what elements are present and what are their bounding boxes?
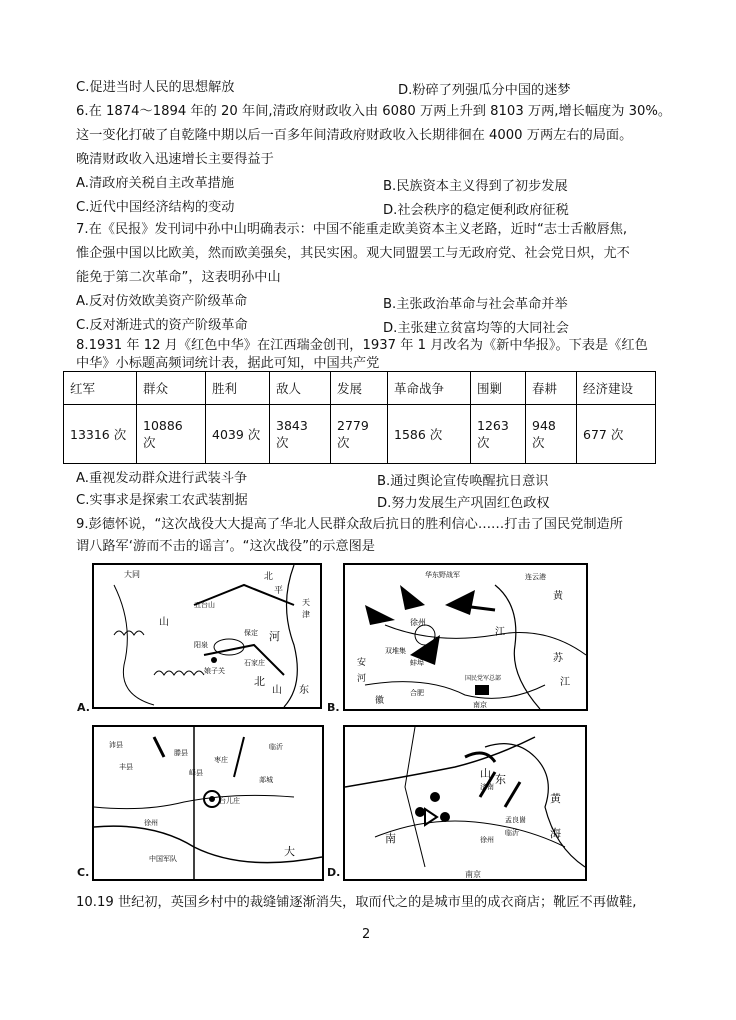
table-header-cell: 胜利 <box>206 372 270 405</box>
map-a-place: 北 <box>254 675 265 688</box>
map-a-place: 平 <box>274 586 284 596</box>
map-b-place: 江 <box>495 627 505 638</box>
table-cell: 2779 次 <box>331 405 388 464</box>
map-a-place: 天 <box>302 598 310 607</box>
map-a-place: 河 <box>269 630 280 643</box>
map-b-place: 连云港 <box>525 573 546 581</box>
map-a-place: 山 <box>159 617 169 628</box>
map-b-place: 江 <box>560 677 570 688</box>
q6-stem-line-3: 晚清财政收入迅速增长主要得益于 <box>76 152 274 167</box>
table-header-cell: 春耕 <box>526 372 577 405</box>
map-c <box>92 725 324 881</box>
map-c-place: 徐州 <box>144 819 158 827</box>
map-d <box>343 725 587 881</box>
map-a-place: 五台山 <box>194 601 215 609</box>
map-a-drawing <box>94 565 320 707</box>
map-c-place: 丰县 <box>119 763 133 771</box>
q6-option-c: C.近代中国经济结构的变动 <box>76 200 235 215</box>
table-cell: 3843 次 <box>270 405 331 464</box>
table-row <box>64 405 656 464</box>
q8-stem-line-1: 8.1931 年 12 月《红色中华》在江西瑞金创刊，1937 年 1 月改名为《新中华报》。下表是《红色 <box>76 338 648 353</box>
q8-option-b: B.通过舆论宣传唤醒抗日意识 <box>377 474 549 489</box>
map-c-place: 大 <box>284 845 295 858</box>
map-b-place: 徐州 <box>410 618 426 627</box>
map-b-place: 合肥 <box>410 689 424 697</box>
q9-stem-line-1: 9.彭德怀说，“这次战役大大提高了华北人民群众敌后抗日的胜利信心……打击了国民党制造所 <box>76 517 623 532</box>
map-c-label: C. <box>77 866 90 879</box>
map-a-label: A. <box>77 701 90 714</box>
table-cell: 10886 次 <box>137 405 206 464</box>
table-header-cell: 群众 <box>137 372 206 405</box>
map-c-place: 郯城 <box>259 776 273 784</box>
map-d-place: 临沂 <box>505 829 519 837</box>
map-b-place: 徽 <box>375 696 385 706</box>
map-b-place: 蚌埠 <box>410 659 424 667</box>
map-a-place: 石家庄 <box>244 659 265 667</box>
q6-stem-line-1: 6.在 1874～1894 年的 20 年间,清政府财政收入由 6080 万两上升到 8103 万两,增长幅度为 30%。 <box>76 104 672 119</box>
q6-option-b: B.民族资本主义得到了初步发展 <box>383 179 568 194</box>
map-b-place: 安 <box>357 658 367 668</box>
map-b-place: 南京 <box>473 701 487 709</box>
q6-option-a: A.清政府关税自主改革措施 <box>76 176 235 191</box>
map-c-place: 中国军队 <box>149 855 177 863</box>
table-header-cell: 经济建设 <box>577 372 656 405</box>
table-cell: 13316 次 <box>64 405 137 464</box>
map-d-place: 孟良崮 <box>505 816 526 824</box>
map-d-place: 徐州 <box>480 836 494 844</box>
map-a-place: 保定 <box>244 629 258 637</box>
q7-option-c: C.反对渐进式的资产阶级革命 <box>76 318 248 333</box>
map-b-label: B. <box>327 701 340 714</box>
map-a-place: 东 <box>299 685 309 696</box>
map-a-place: 阳泉 <box>194 641 208 649</box>
page-number: 2 <box>362 927 371 942</box>
map-c-place: 滕县 <box>174 749 188 757</box>
map-d-label: D. <box>327 866 341 879</box>
q8-option-d: D.努力发展生产巩固红色政权 <box>377 496 550 511</box>
q7-stem-line-1: 7.在《民报》发刊词中孙中山明确表示：中国不能重走欧美资本主义老路，近时“志士舌敝唇焦, <box>76 222 628 237</box>
map-c-place: 沛县 <box>109 741 123 749</box>
map-a-place: 娘子关 <box>204 667 225 675</box>
map-c-place: 台儿庄 <box>219 797 240 805</box>
word-frequency-table <box>63 371 656 464</box>
table-header-cell: 敌人 <box>270 372 331 405</box>
q8-stem-line-2: 中华》小标题高频词统计表，据此可知，中国共产党 <box>76 356 380 371</box>
map-b-place: 华东野战军 <box>425 571 460 579</box>
q7-option-b: B.主张政治革命与社会革命并举 <box>383 297 568 312</box>
map-b-place: 国民党军总部 <box>465 675 502 682</box>
map-a-place: 大同 <box>124 570 140 579</box>
table-cell: 1263 次 <box>471 405 526 464</box>
q7-stem-line-3: 能免于第二次革命”，这表明孙中山 <box>76 270 281 285</box>
map-c-place: 临沂 <box>269 743 283 751</box>
table-cell: 948 次 <box>526 405 577 464</box>
map-a-place: 北 <box>264 572 274 582</box>
map-c-drawing <box>94 727 322 879</box>
map-b-place: 双堆集 <box>385 647 406 655</box>
map-d-drawing <box>345 727 585 879</box>
map-a-place: 山 <box>272 685 282 696</box>
map-a-place: 津 <box>302 610 310 619</box>
map-d-place: 南京 <box>465 870 481 879</box>
table-header-cell: 围剿 <box>471 372 526 405</box>
q8-option-a: A.重视发动群众进行武装斗争 <box>76 471 248 486</box>
table-header-cell: 发展 <box>331 372 388 405</box>
map-b-drawing <box>345 565 586 709</box>
map-d-place: 济南 <box>480 783 494 791</box>
q7-option-a: A.反对仿效欧美资产阶级革命 <box>76 294 248 309</box>
map-b-place: 河 <box>357 674 367 684</box>
q9-stem-line-2: 谓八路军‘游而不击的谣言’。“这次战役”的示意图是 <box>76 539 375 554</box>
map-d-place: 黄 <box>550 792 561 805</box>
table-cell: 1586 次 <box>388 405 471 464</box>
q5-option-d: D.粉碎了列强瓜分中国的迷梦 <box>398 83 571 98</box>
table-cell: 4039 次 <box>206 405 270 464</box>
q5-option-c: C.促进当时人民的思想解放 <box>76 80 235 95</box>
q6-stem-line-2: 这一变化打破了自乾隆中期以后一百多年间清政府财政收入长期徘徊在 4000 万两左右的局面。 <box>76 128 633 143</box>
map-d-place: 山 <box>480 767 491 780</box>
map-b <box>343 563 588 711</box>
map-d-place: 南 <box>385 832 396 845</box>
map-c-place: 峄县 <box>189 769 203 777</box>
map-b-place: 黄 <box>553 591 563 602</box>
q7-stem-line-2: 惟企强中国以比欧美，然而欧美强矣，其民实困。观大同盟罢工与无政府党、社会党日炽，尤不 <box>76 246 630 261</box>
map-d-place: 海 <box>550 827 561 840</box>
map-b-place: 苏 <box>553 653 563 664</box>
map-c-place: 枣庄 <box>214 756 228 764</box>
q10-stem-line-1: 10.19 世纪初，英国乡村中的裁缝铺逐渐消失，取而代之的是城市里的成衣商店；靴匠不再做鞋, <box>76 895 637 910</box>
table-header-row <box>64 372 656 405</box>
q8-option-c: C.实事求是探索工农武装割据 <box>76 493 248 508</box>
q6-option-d: D.社会秩序的稳定便利政府征税 <box>383 203 569 218</box>
q7-option-d: D.主张建立贫富均等的大同社会 <box>383 321 569 336</box>
table-header-cell: 革命战争 <box>388 372 471 405</box>
map-d-place: 东 <box>495 773 506 786</box>
map-a <box>92 563 322 709</box>
table-cell: 677 次 <box>577 405 656 464</box>
table-header-cell: 红军 <box>64 372 137 405</box>
